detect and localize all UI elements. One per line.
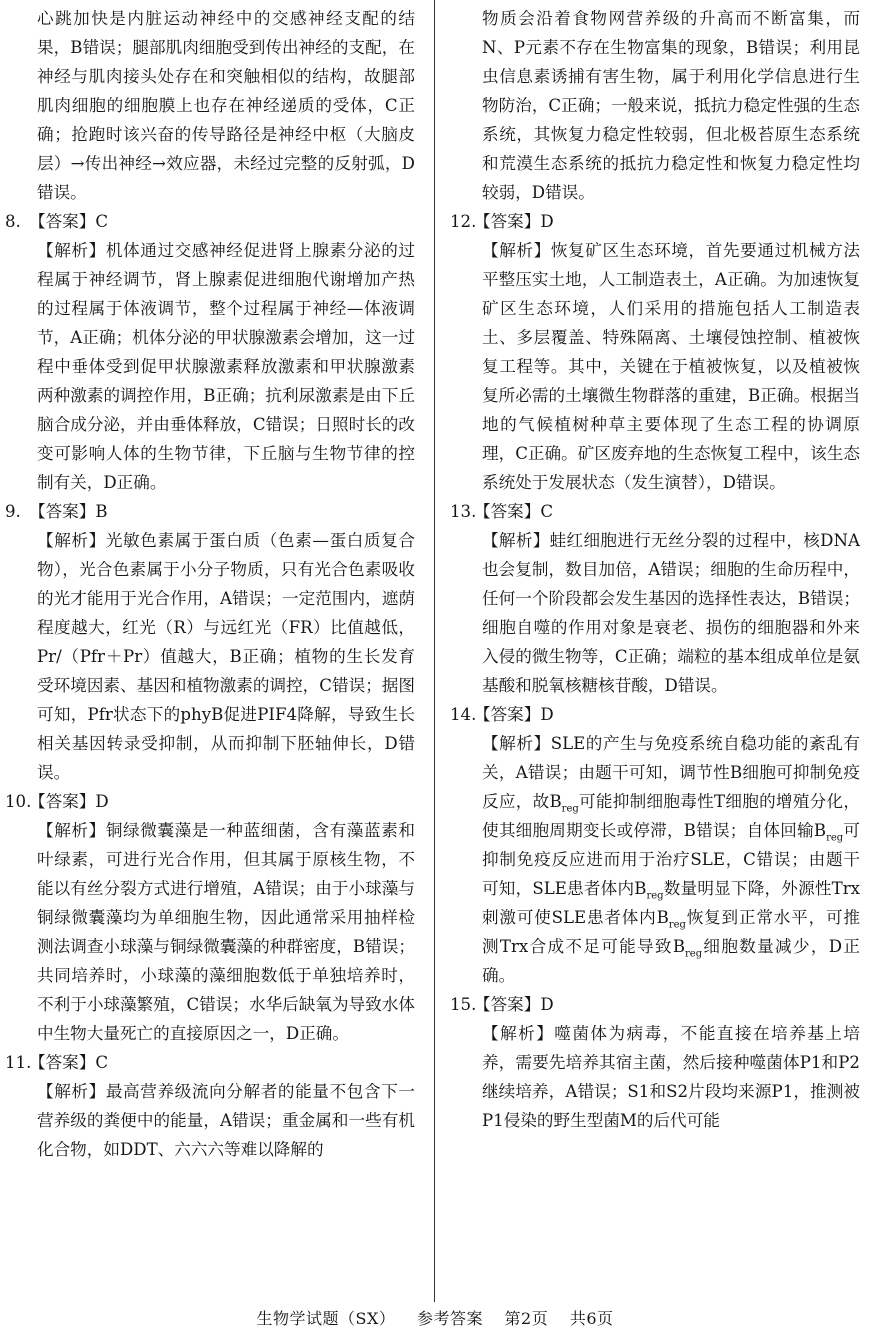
footer-label: 参考答案 — [416, 1309, 483, 1328]
breg-subscript: reg — [561, 803, 579, 815]
q8-number: 8. — [5, 212, 21, 231]
breg-subscript: reg — [668, 919, 686, 931]
q12-number: 12. — [450, 212, 477, 231]
q14-text-3: 可抑制免疫反应进而用于治疗SLE，C错误；由题干可知，SLE患者体内B — [482, 821, 861, 898]
q8-header — [5, 207, 415, 236]
q14-answer: 【答案】D — [474, 705, 554, 724]
q15-analysis-start: 【解析】噬菌体为病毒，不能直接在培养基上培养，需要先培养其宿主菌，然后接种噬菌体P1和P2继续培养，A错误；S1和S2片段均来源P1，推测被P1侵染的野生型菌M的后代可能 — [482, 1024, 860, 1130]
q10-header — [5, 787, 415, 816]
q14-text-2: 可能抑制细胞毒性T细胞的增殖分化，使其细胞周期变长或停滞，B错误；自体回输B — [482, 792, 860, 840]
q14-text-5: 恢复到正常水平，可推测Trx合成不足可能导致B — [482, 908, 861, 956]
breg-subscript: reg — [685, 948, 703, 960]
q9-answer: 【答案】B — [29, 502, 108, 521]
q11-header — [5, 1048, 415, 1077]
column-divider — [434, 0, 435, 1302]
q12-analysis: 【解析】恢复矿区生态环境，首先要通过机械方法平整压实土地，人工制造表土，A正确。为加速恢复矿区生态环境，人们采用的措施包括人工制造表土、多层覆盖、特殊隔离、土壤侵蚀控制、植被恢复工程等。其中，关键在于植被恢复，以及植被恢复所必需的土壤微生物群落的重建，B正确。根据当地的气候植树种草主要体现了生态工程的协调原理，C正确。矿区废弃地的生态恢复工程中，该生态系统处于发展状态（发生演替），D错误。 — [482, 241, 860, 492]
q12-answer: 【答案】D — [474, 212, 554, 231]
q11-analysis-start: 【解析】最高营养级流向分解者的能量不包含下一营养级的粪便中的能量，A错误；重金属和一些有机化合物，如DDT、六六六等难以降解的 — [37, 1082, 415, 1159]
q11-continuation: 物质会沿着食物网营养级的升高而不断富集，而N、P元素不存在生物富集的现象，B错误；利用昆虫信息素诱捕有害生物，属于利用化学信息进行生物防治，C正确；一般来说，抵抗力稳定性强的生态系统，其恢复力稳定性较弱，但北极苔原生态系统和荒漠生态系统的抵抗力稳定性和恢复力稳定性均较弱，D错误。 — [482, 9, 860, 202]
q11-number: 11. — [5, 1053, 32, 1072]
q10-analysis: 【解析】铜绿微囊藻是一种蓝细菌，含有藻蓝素和叶绿素，可进行光合作用，但其属于原核生物，不能以有丝分裂方式进行增殖，A错误；由于小球藻与铜绿微囊藻均为单细胞生物，因此通常采用抽样检测法调查小球藻与铜绿微囊藻的种群密度，B错误；共同培养时，小球藻的藻细胞数低于单独培养时，不利于小球藻繁殖，C错误；水华后缺氧为导致水体中生物大量死亡的直接原因之一，D正确。 — [37, 821, 415, 1043]
q14-analysis — [450, 729, 860, 990]
q8-analysis: 【解析】机体通过交感神经促进肾上腺素分泌的过程属于神经调节，肾上腺素促进细胞代谢增加产热的过程属于体液调节，整个过程属于神经—体液调节，A正确；机体分泌的甲状腺激素会增加，这一过程中垂体受到促甲状腺激素释放激素和甲状腺激素两种激素的调控作用，B正确；抗利尿激素是由下丘脑合成分泌，并由垂体释放，C错误；日照时长的改变可影响人体的生物节律，下丘脑与生物节律的控制有关，D正确。 — [37, 241, 415, 492]
q15-answer: 【答案】D — [474, 995, 554, 1014]
footer-page: 第2页 — [504, 1309, 549, 1328]
q8-answer: 【答案】C — [29, 212, 109, 231]
q9-number: 9. — [5, 502, 21, 521]
q10-answer: 【答案】D — [29, 792, 109, 811]
q15-number: 15. — [450, 995, 477, 1014]
q15-header — [450, 990, 860, 1019]
q14-text-1: 【解析】SLE的产生与免疫系统自稳功能的紊乱有关，A错误；由题干可知，调节性B细胞可抑制免疫反应，故B — [482, 734, 860, 811]
left-column — [5, 4, 415, 1164]
breg-subscript: reg — [826, 832, 844, 844]
page-footer — [0, 1306, 870, 1329]
q11-answer: 【答案】C — [29, 1053, 109, 1072]
q14-number: 14. — [450, 705, 477, 724]
breg-subscript: reg — [646, 890, 664, 902]
q12-header — [450, 207, 860, 236]
q13-header — [450, 497, 860, 526]
q9-analysis: 【解析】光敏色素属于蛋白质（色素—蛋白质复合物），光合色素属于小分子物质，只有光合色素吸收的光才能用于光合作用，A错误；一定范围内，遮荫程度越大，红光（R）与远红光（FR）比值越低，Pr/（Pfr＋Pr）值越大，B正确；植物的生长发育受环境因素、基因和植物激素的调控，C错误；据图可知，Pfr状态下的phyB促进PIF4降解，导致生长相关基因转录受抑制，从而抑制下胚轴伸长，D错误。 — [37, 531, 415, 782]
q14-header — [450, 700, 860, 729]
q7-continuation: 心跳加快是内脏运动神经中的交感神经支配的结果，B错误；腿部肌肉细胞受到传出神经的支配，在神经与肌肉接头处存在和突触相似的结构，故腿部肌肉细胞的细胞膜上也存在神经递质的受体，C正确；抢跑时该兴奋的传导路径是神经中枢（大脑皮层）→传出神经→效应器，未经过完整的反射弧，D错误。 — [37, 9, 415, 202]
footer-total: 共6页 — [569, 1309, 614, 1328]
q9-header — [5, 497, 415, 526]
q14-text-6: 细胞数量减少，D正确。 — [482, 937, 860, 985]
footer-subject: 生物学试题（SX） — [256, 1309, 396, 1328]
q13-answer: 【答案】C — [474, 502, 554, 521]
q13-number: 13. — [450, 502, 477, 521]
q13-analysis: 【解析】蛙红细胞进行无丝分裂的过程中，核DNA也会复制，数目加倍，A错误；细胞的生命历程中，任何一个阶段都会发生基因的选择性表达，B错误；细胞自噬的作用对象是衰老、损伤的细胞器和外来入侵的微生物等，C正确；端粒的基本组成单位是氨基酸和脱氧核糖核苷酸，D错误。 — [482, 531, 860, 695]
q14-text-4: 数量明显下降，外源性Trx刺激可使SLE患者体内B — [482, 879, 861, 927]
right-column — [450, 4, 860, 1135]
q10-number: 10. — [5, 792, 32, 811]
